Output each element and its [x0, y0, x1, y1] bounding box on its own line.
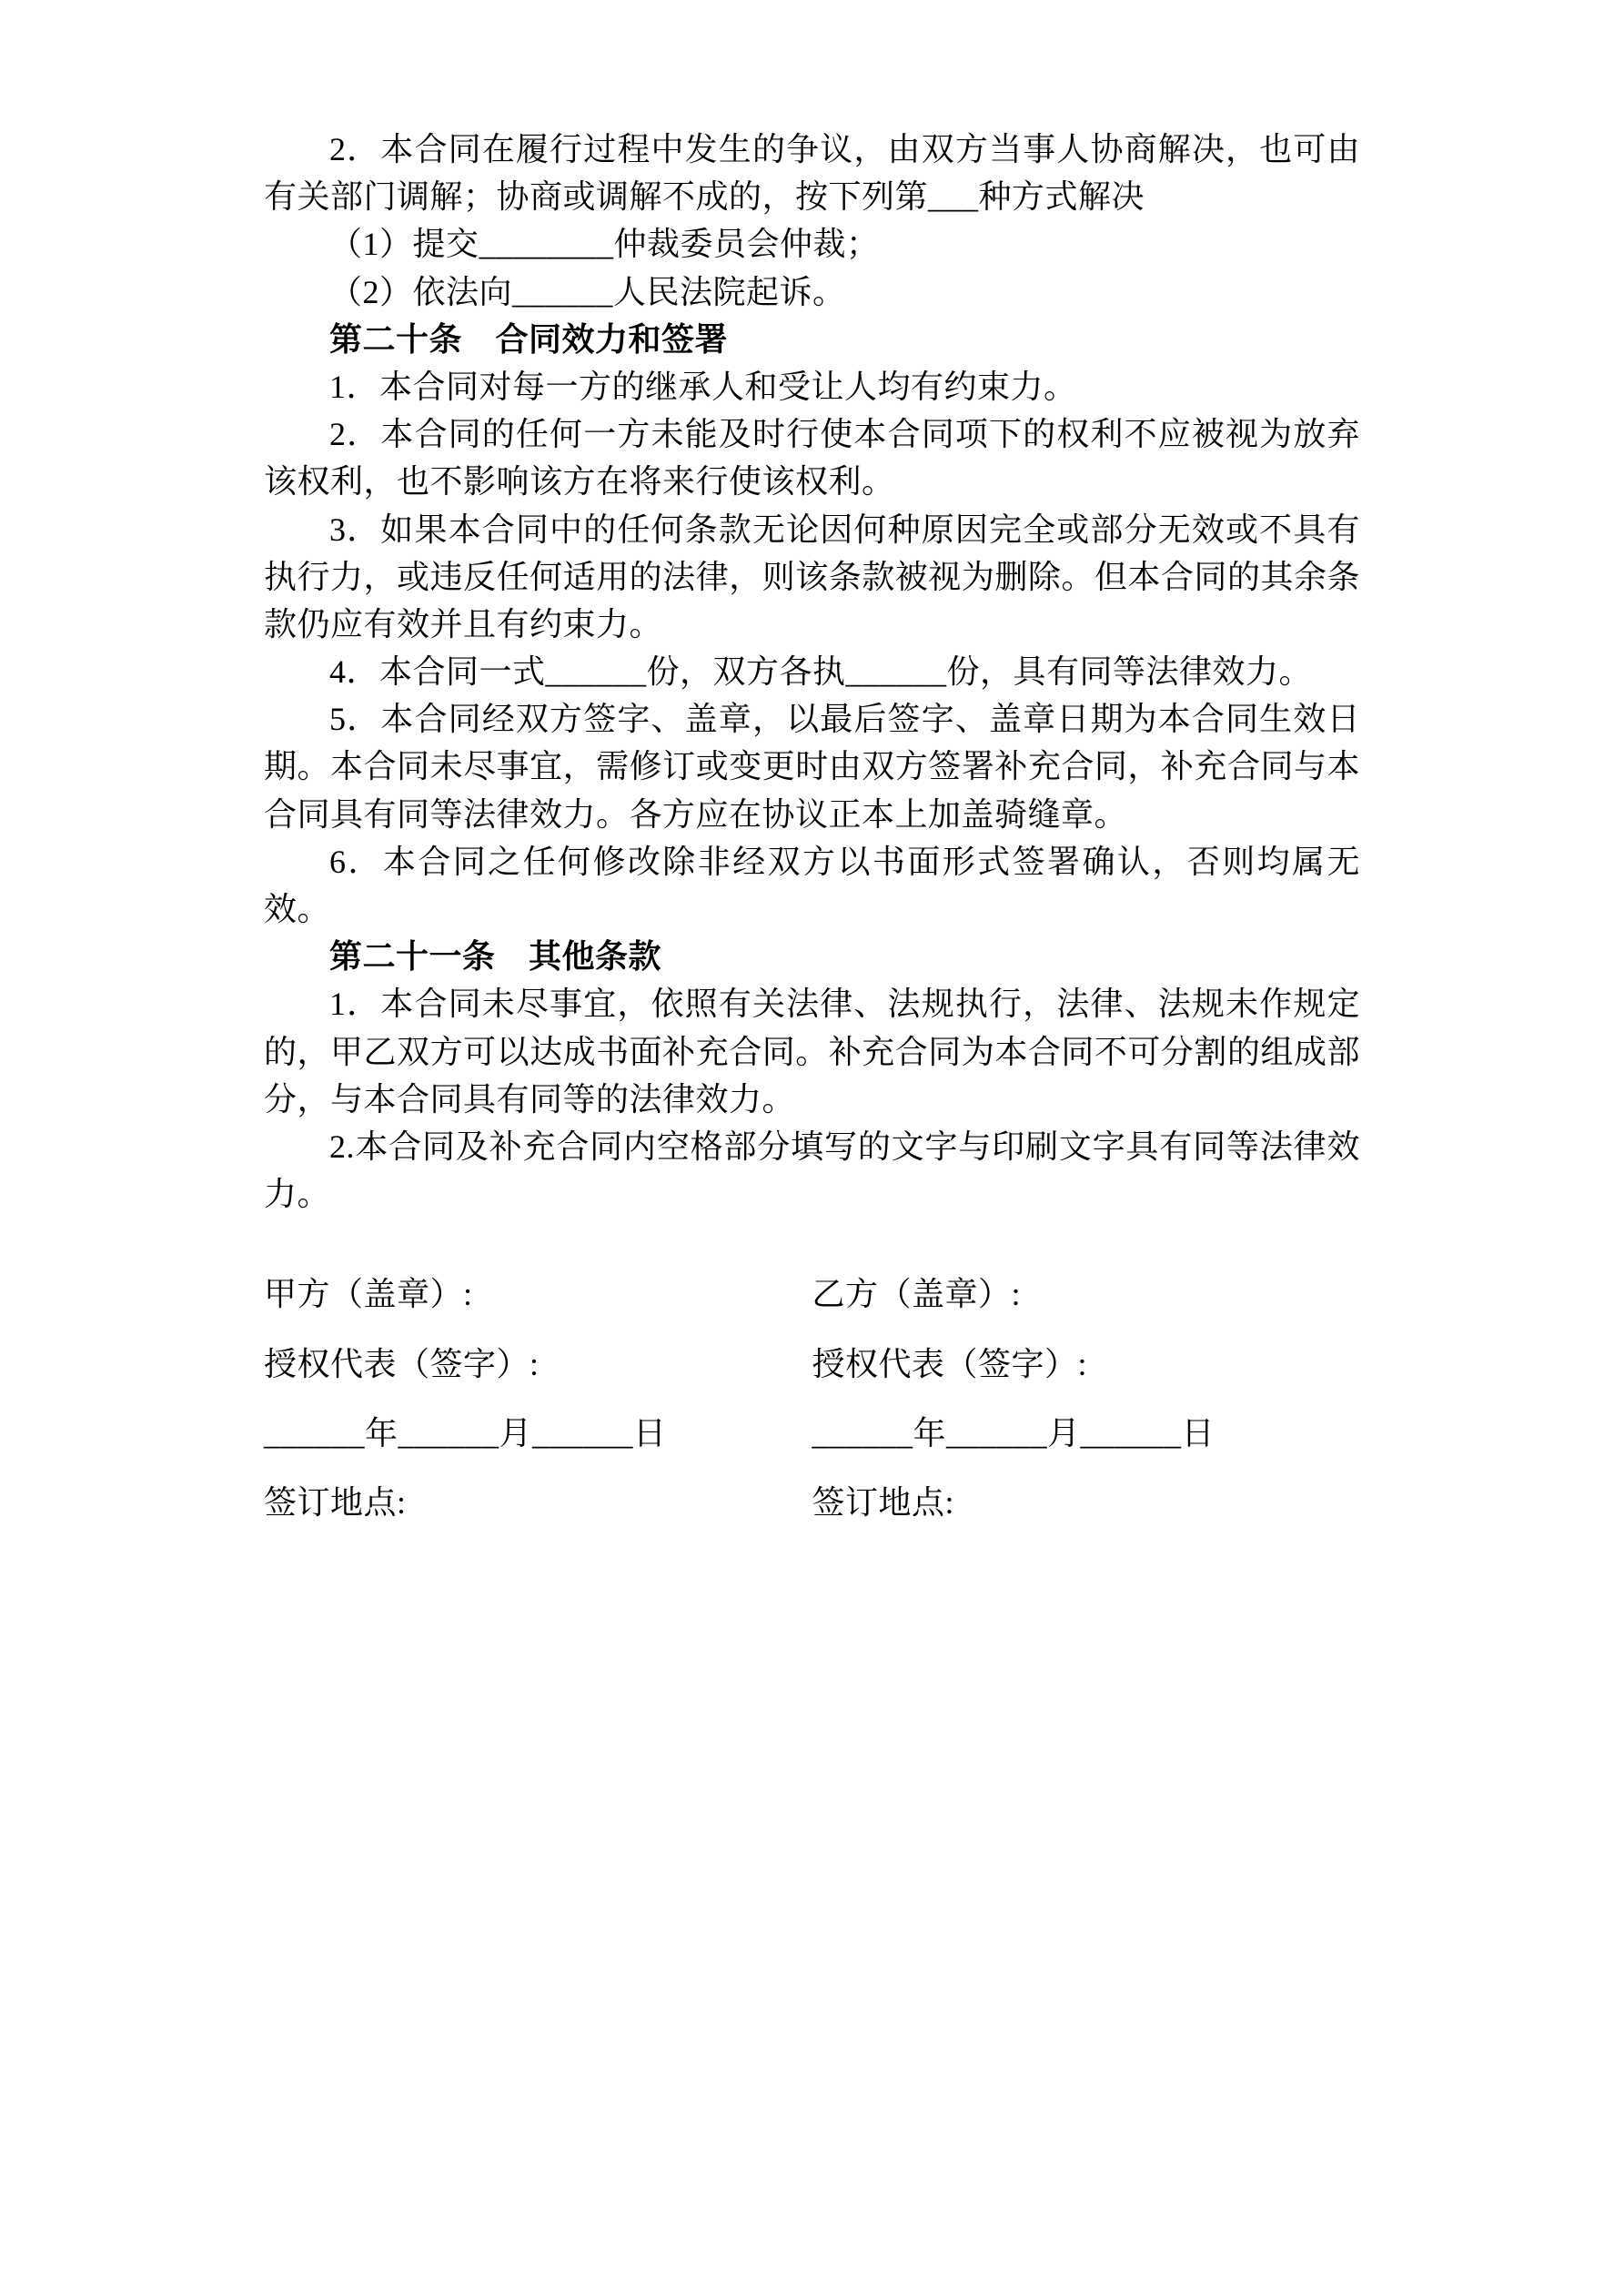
- paragraph-article-20-item-6: 6．本合同之任何修改除非经双方以书面形式签署确认，否则均属无效。: [264, 843, 1360, 927]
- party-b-signature-block: [812, 1270, 1361, 1548]
- party-a-seal-label: 甲方（盖章）:: [264, 1276, 473, 1313]
- party-a-place-label: 签订地点:: [264, 1483, 407, 1521]
- section-heading-article-20: 第二十条 合同效力和签署: [329, 320, 729, 358]
- party-a-date-line: ______年______月______日: [264, 1414, 667, 1451]
- paragraph-article-20-item-3: 3．如果本合同中的任何条款无论因何种原因完全或部分无效或不具有执行力，或违反任何适用的法律，则该条款被视为删除。但本合同的其余条款仍应有效并且有约束力。: [264, 511, 1360, 642]
- paragraph-dispute-resolution: 2．本合同在履行过程中发生的争议，由双方当事人协商解决，也可由有关部门调解；协商或调解不成的，按下列第___种方式解决: [264, 131, 1360, 216]
- party-a-representative-label: 授权代表（签字）:: [264, 1345, 540, 1382]
- signature-section: [264, 1270, 1360, 1548]
- party-b-place-label: 签订地点:: [812, 1483, 955, 1521]
- paragraph-article-20-item-4: 4．本合同一式______份，双方各执______份，具有同等法律效力。: [329, 653, 1313, 691]
- paragraph-article-21-item-1: 1．本合同未尽事宜，依照有关法律、法规执行，法律、法规未作规定的，甲乙双方可以达成书面补充合同。补充合同为本合同不可分割的组成部分，与本合同具有同等的法律效力。: [264, 986, 1360, 1118]
- paragraph-arbitration-option: （1）提交________仲裁委员会仲裁；: [329, 226, 880, 263]
- paragraph-court-option: （2）依法向______人民法院起诉。: [329, 273, 846, 310]
- paragraph-article-20-item-2: 2．本合同的任何一方未能及时行使本合同项下的权利不应被视为放弃该权利，也不影响该方在将来行使该权利。: [264, 416, 1360, 501]
- paragraph-article-20-item-5: 5．本合同经双方签字、盖章，以最后签字、盖章日期为本合同生效日期。本合同未尽事宜，需修订或变更时由双方签署补充合同，补充合同与本合同具有同等法律效力。各方应在协议正本上加盖骑缝章。: [264, 701, 1360, 833]
- party-b-seal-label: 乙方（盖章）:: [812, 1276, 1022, 1313]
- party-b-representative-label: 授权代表（签字）:: [812, 1345, 1088, 1382]
- paragraph-article-21-item-2: 2.本合同及补充合同内空格部分填写的文字与印刷文字具有同等法律效力。: [264, 1128, 1360, 1213]
- paragraph-article-20-item-1: 1．本合同对每一方的继承人和受让人均有约束力。: [329, 368, 1077, 405]
- party-a-signature-block: [264, 1270, 812, 1548]
- party-b-date-line: ______年______月______日: [812, 1414, 1215, 1451]
- section-heading-article-21: 第二十一条 其他条款: [329, 938, 662, 976]
